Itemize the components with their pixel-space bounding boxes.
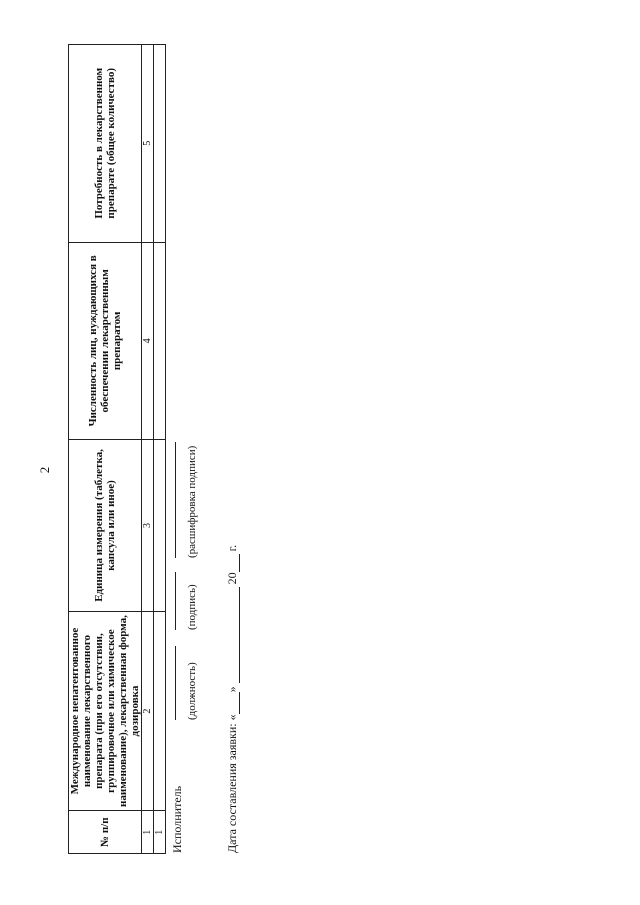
table-cell [154, 242, 166, 440]
date-label: Дата составления заявки: « [225, 714, 239, 853]
numbering-cell: 3 [142, 440, 154, 612]
decoding-line [175, 442, 176, 558]
month-blank [227, 587, 240, 683]
numbering-cell: 1 [142, 811, 154, 854]
table-cell [154, 440, 166, 612]
numbering-row [142, 45, 154, 854]
numbering-cell: 5 [142, 45, 154, 243]
header-persons-count: Численность лиц, нуждающихся в обеспечении лекарственным препаратом [69, 242, 142, 440]
position-caption: (должность) [186, 662, 198, 720]
page-number: 2 [37, 466, 52, 474]
position-field [175, 646, 198, 720]
table-cell [154, 45, 166, 243]
year-prefix: 20 [225, 572, 239, 585]
header-total-need: Потребность в лекарственном препарате (общее количество) [69, 45, 142, 243]
day-blank [227, 692, 240, 714]
drug-request-table [68, 44, 166, 854]
table-header-row [69, 45, 142, 854]
position-line [175, 646, 176, 720]
decoding-field [175, 442, 198, 558]
year-suffix: г. [225, 544, 239, 552]
header-drug-name: Международное непатентованное наименование лекарственного препарата (при его отсутствии, группировочное или химическое наименование), лекарственная форма, дозировка [69, 611, 142, 811]
year-blank [227, 554, 240, 572]
signature-line [175, 572, 176, 630]
table-row [154, 45, 166, 854]
date-close-quote: » [225, 686, 239, 693]
numbering-cell: 2 [142, 611, 154, 811]
decoding-caption: (расшифровка подписи) [186, 445, 198, 558]
table-cell: 1 [154, 811, 166, 854]
table-cell [154, 611, 166, 811]
header-unit: Единица измерения (таблетка, капсула или иное) [69, 440, 142, 612]
signature-field [175, 572, 198, 630]
numbering-cell: 4 [142, 242, 154, 440]
signatory-label: Исполнитель [170, 785, 184, 853]
date-line [225, 545, 240, 853]
header-number: № п/п [69, 811, 142, 854]
signature-caption: (подпись) [186, 584, 198, 630]
